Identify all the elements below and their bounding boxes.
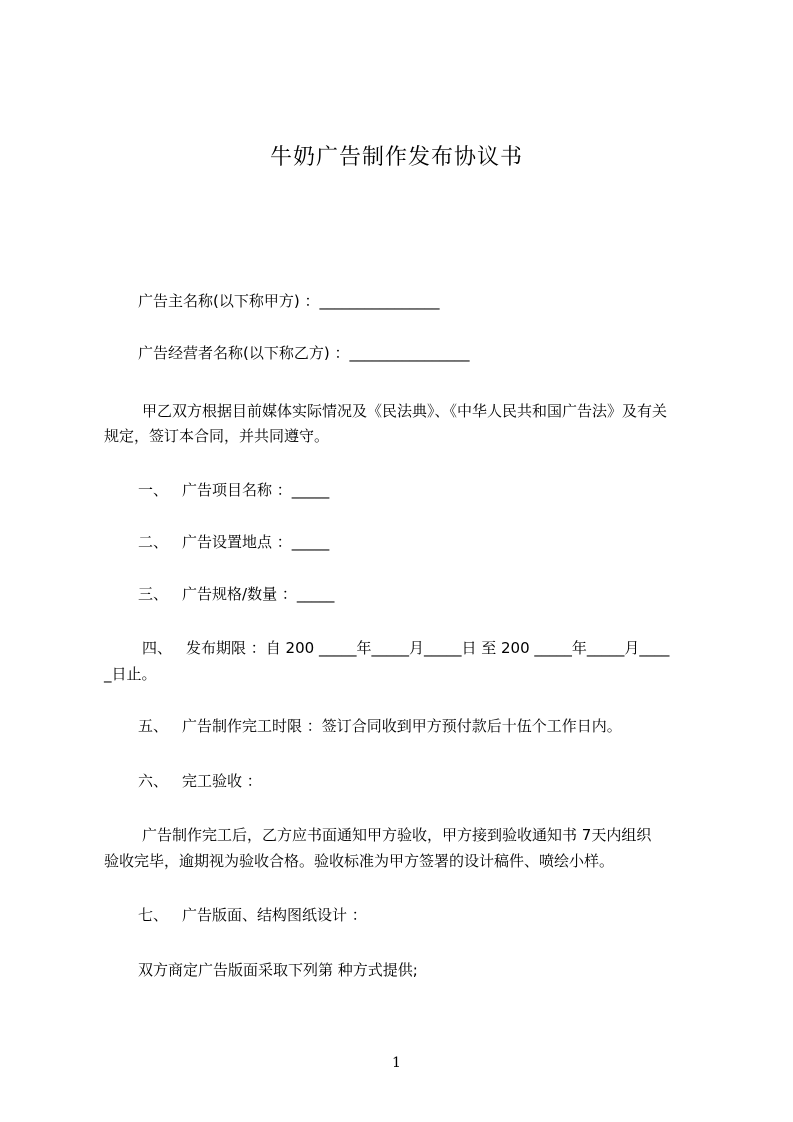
clause-text: 广告规格/数量 ：_____ bbox=[182, 585, 335, 603]
clause-text: 发布期限 ：自 200 _____年_____月_____日 至 200 _____年_____月____ bbox=[186, 639, 670, 657]
clause-6 bbox=[104, 771, 748, 791]
document-title: 牛奶广告制作发布协议书 bbox=[269, 145, 523, 170]
acceptance-line-1: 广告制作完工后，乙方应书面通知甲方验收，甲方接到验收通知书 7天内组织 bbox=[142, 826, 652, 844]
clause-4-continued: _日止。 bbox=[104, 665, 157, 683]
party-b-line: 广告经营者名称(以下称乙方) ：________________ bbox=[138, 344, 470, 362]
clause-3 bbox=[104, 584, 748, 604]
clause-5 bbox=[104, 716, 748, 736]
clause-7 bbox=[104, 905, 748, 925]
clause-number: 四、 bbox=[142, 639, 173, 657]
clause-text: 广告版面、结构图纸设计 ： bbox=[182, 906, 367, 924]
clause-number: 五、 bbox=[138, 717, 169, 735]
clause-text: 广告设置地点 ：_____ bbox=[182, 533, 330, 551]
clause-1 bbox=[104, 480, 748, 500]
clause-4 bbox=[104, 638, 752, 658]
party-a-line: 广告主名称(以下称甲方) ：________________ bbox=[138, 292, 440, 310]
clause-number: 二、 bbox=[138, 533, 169, 551]
provision-line: 双方商定广告版面采取下列第 种方式提供; bbox=[138, 961, 418, 979]
intro-line-1: 甲乙双方根据目前媒体实际情况及《民法典》、《中华人民共和国广告法》及有关 bbox=[142, 402, 668, 420]
clause-text: 广告项目名称 ：_____ bbox=[182, 481, 330, 499]
clause-number: 一、 bbox=[138, 481, 169, 499]
intro-line-2: 规定，签订本合同，并共同遵守。 bbox=[104, 427, 330, 445]
clause-2 bbox=[104, 532, 748, 552]
acceptance-line-2: 验收完毕，逾期视为验收合格。验收标准为甲方签署的设计稿件、喷绘小样。 bbox=[104, 852, 615, 870]
page-number: 1 bbox=[392, 1055, 401, 1071]
clause-number: 六、 bbox=[138, 772, 169, 790]
clause-text: 广告制作完工时限 ：签订合同收到甲方预付款后十伍个工作日内。 bbox=[182, 717, 622, 735]
clause-number: 七、 bbox=[138, 906, 169, 924]
clause-text: 完工验收 ： bbox=[182, 772, 262, 790]
clause-number: 三、 bbox=[138, 585, 169, 603]
